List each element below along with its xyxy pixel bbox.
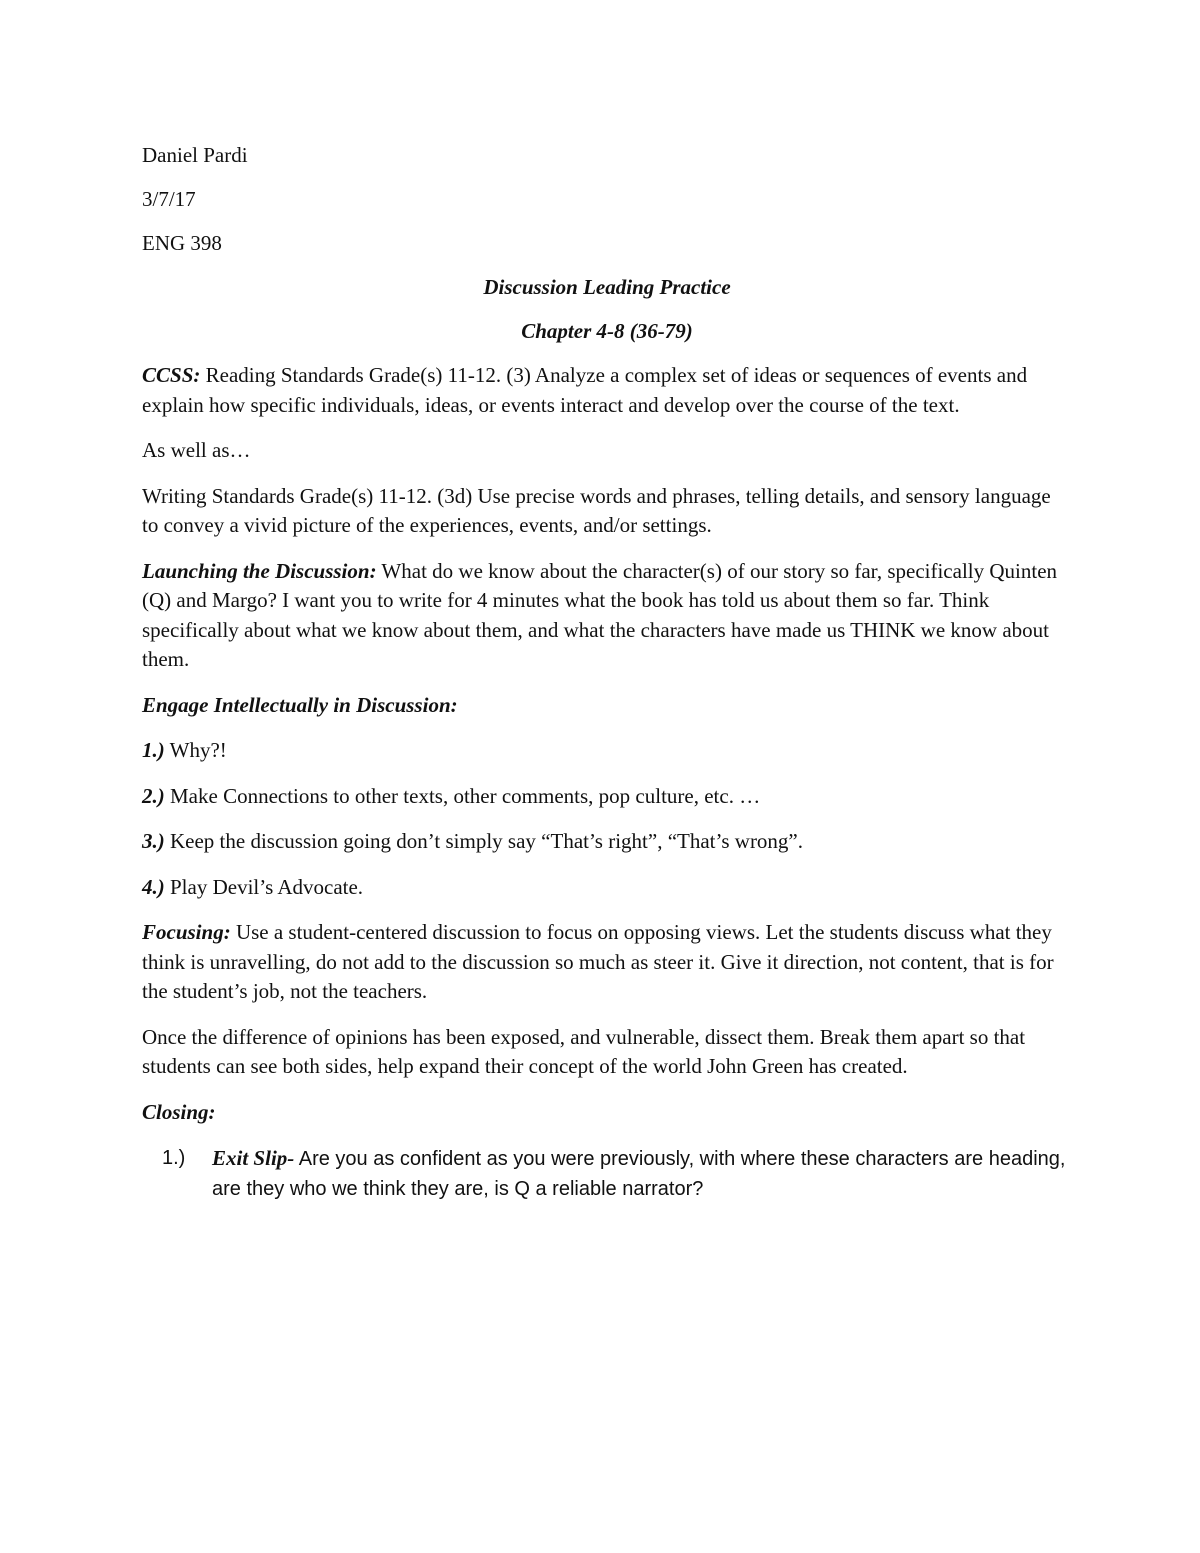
engage-item-1 [142, 736, 1072, 766]
exit-slip-label: Exit Slip- [212, 1146, 295, 1170]
focusing-text: Use a student-centered discussion to focus on opposing views. Let the students discuss what they think is unravelling, do not add to the discussion so much as steer it. Give it direction, not content, that is for the student’s job, not the teachers. [142, 920, 1054, 1003]
engage-item-3 [142, 827, 1072, 857]
document-title: Discussion Leading Practice [483, 275, 731, 299]
engage-item-2 [142, 782, 1072, 812]
opinions-paragraph: Once the difference of opinions has been exposed, and vulnerable, dissect them. Break them apart so that students can see both sides, help expand their concept of the world John Green has created. [142, 1024, 1026, 1078]
closing-item-number: 1.) [162, 1147, 186, 1169]
engage-item-text: Why?! [164, 738, 227, 762]
ccss-text: Reading Standards Grade(s) 11-12. (3) Analyze a complex set of ideas or sequences of events and explain how specific individuals, ideas, or events interact and develop over the course of the text. [142, 363, 1028, 417]
launching-label: Launching the Discussion: [142, 558, 377, 583]
focusing-paragraph [142, 918, 1072, 1007]
closing-heading: Closing: [142, 1099, 216, 1124]
engage-item-text: Make Connections to other texts, other comments, pop culture, etc. … [164, 783, 761, 808]
author-name: Daniel Pardi [142, 143, 248, 167]
focusing-label: Focusing: [142, 920, 231, 944]
document-subtitle: Chapter 4-8 (36-79) [521, 319, 693, 343]
engage-item-4 [142, 873, 1072, 903]
course-code: ENG 398 [142, 231, 222, 255]
launching-text: What do we know about the character(s) of our story so far, specifically Quinten (Q) and Margo? I want you to write for 4 minutes what the book has told us about them so far. Think specifically about what we know about them, and what the characters have made us THINK we know about them. [142, 558, 1058, 671]
engage-item-text: Keep the discussion going don’t simply say “That’s right”, “That’s wrong”. [164, 829, 804, 853]
engage-item-number: 1.) [142, 738, 165, 762]
ccss-paragraph [142, 361, 1072, 420]
document-body [142, 141, 1072, 1204]
exit-slip-text: Are you as confident as you were previously, with where these characters are heading, are they who we think they are, is Q a reliable narrator? [212, 1148, 1066, 1200]
ccss-label: CCSS: [142, 363, 201, 387]
engage-item-number: 2.) [142, 783, 165, 808]
engage-item-number: 3.) [142, 829, 165, 853]
writing-standards-paragraph: Writing Standards Grade(s) 11-12. (3d) Use precise words and phrases, telling details, and sensory language to convey a vivid picture of the experiences, events, and/or settings. [142, 483, 1051, 537]
closing-item-1 [142, 1143, 1072, 1204]
document-date: 3/7/17 [142, 187, 196, 211]
as-well-as-text: As well as… [142, 438, 251, 462]
engage-heading: Engage Intellectually in Discussion: [142, 692, 458, 717]
engage-item-text: Play Devil’s Advocate. [164, 874, 364, 899]
engage-item-number: 4.) [142, 874, 165, 899]
launching-paragraph [142, 557, 1072, 675]
